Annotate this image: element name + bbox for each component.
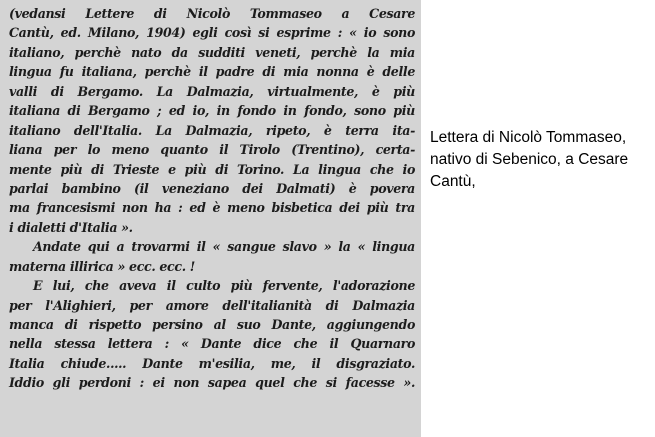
text-line: valli di Bergamo. La Dalmazia, virtualmente, è più	[9, 83, 415, 99]
text-line: E lui, che aveva il culto più fervente, l'adorazione	[33, 278, 415, 294]
text-line: italiana di Bergamo ; ed io, in fondo in fondo, sono più	[9, 103, 415, 119]
text-line: italiano, perchè nato da sudditi veneti, perchè la mia	[9, 44, 415, 60]
caption-line: nativo di Sebenico, a Cesare	[430, 151, 629, 168]
text-line: Cantù, ed. Milano, 1904) egli così si esprime : « io sono	[9, 25, 415, 41]
caption-line: Cantù,	[430, 173, 476, 190]
text-line: Andate qui a trovarmi il « sangue slavo » la « lingua	[33, 239, 415, 255]
text-line: ma francesismi non ha : ed è meno bisbetica dei più tra	[9, 200, 415, 216]
text-line: materna illirica » ecc. ecc. !	[9, 258, 195, 274]
text-line: nella stessa lettera : « Dante dice che il Quarnaro	[9, 336, 415, 352]
text-line: (vedansi Lettere di Nicolò Tommaseo a Cesare	[9, 6, 415, 21]
text-line: mente più di Trieste e più di Torino. La lingua che io	[9, 161, 415, 177]
caption	[430, 127, 652, 193]
text-line: per l'Alighieri, per amore dell'italianità di Dalmazia	[9, 297, 415, 313]
text-line: lingua fu italiana, perchè il padre di mia nonna è delle	[9, 64, 415, 80]
text-line: liana per lo meno quanto il Tirolo (Trentino), certa-	[9, 142, 415, 158]
text-line: Iddio gli perdoni : ei non sapea quel che si facesse ».	[9, 375, 415, 391]
caption-line: Lettera di Nicolò Tommaseo,	[430, 129, 627, 146]
text-line: Italia chiude..... Dante m'esilia, me, il disgraziato.	[9, 355, 415, 371]
text-line: italiano dell'Italia. La Dalmazia, ripeto, è terra ita-	[9, 122, 415, 138]
text-line: i dialetti d'Italia ».	[9, 219, 133, 235]
text-line: parlai bambino (il veneziano dei Dalmati) è povera	[9, 180, 415, 196]
text-line: manca di rispetto persino al suo Dante, aggiungendo	[9, 317, 415, 332]
